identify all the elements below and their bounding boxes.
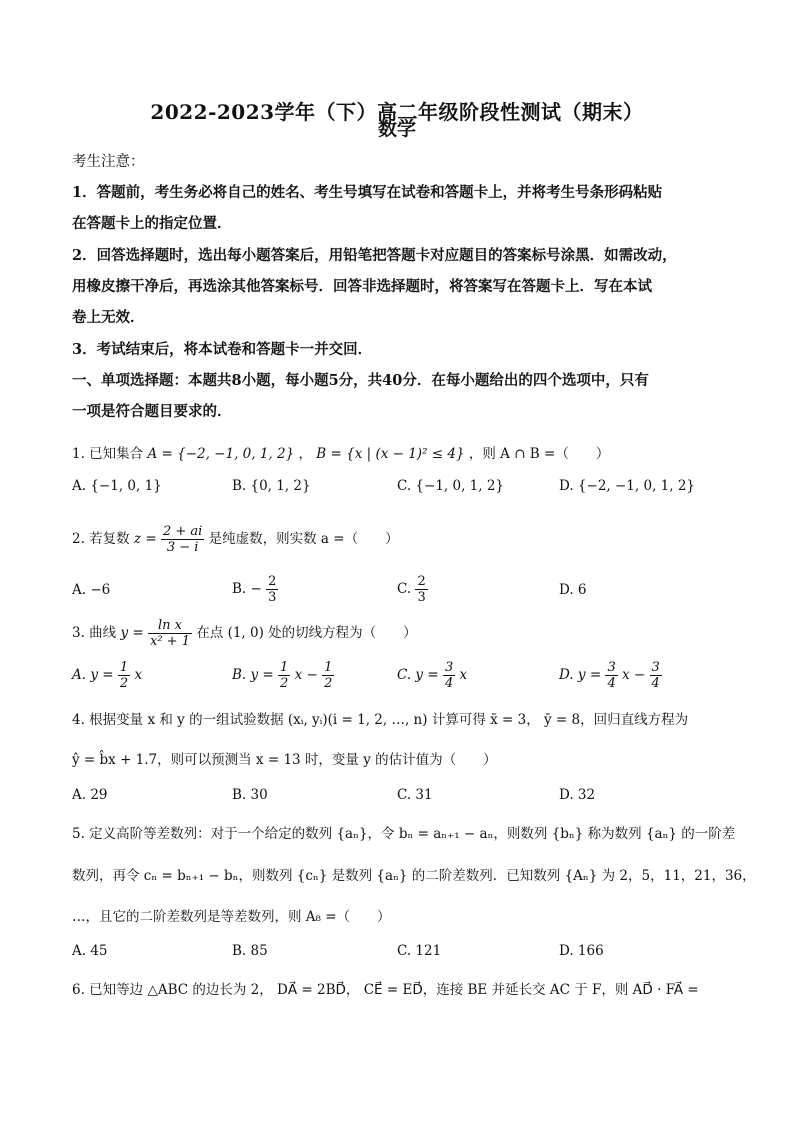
q3-d-num2: 3 <box>651 660 660 675</box>
exam-title: 2022-2023学年（下）高二年级阶段性测试（期末） <box>150 100 644 124</box>
notice-item2-line2: 用橡皮擦干净后，再选涂其他答案标号．回答非选择题时，将答案写在答题卡上．写在本试 <box>72 278 652 295</box>
q3-b-den1: 2 <box>280 676 289 691</box>
notice-heading: 考生注意： <box>72 154 145 170</box>
notice-item2-line3: 卷上无效． <box>72 309 145 326</box>
q3-fraction <box>148 618 192 649</box>
q3-d-mid: x − <box>622 667 646 683</box>
q3-a-num: 1 <box>119 660 129 675</box>
q1-option-a[interactable]: A. {−1, 0, 1} <box>72 478 162 494</box>
question-4-line1: 4. 根据变量 x 和 y 的一组试验数据 (xᵢ, yᵢ)(i = 1, 2, …, n) 计算可得 x̄ = 3， ȳ = 8，回归直线方程为 <box>72 712 689 728</box>
notice-item3: 3．考试结束后，将本试卷和答题卡一并交回． <box>72 341 373 358</box>
q1-option-b[interactable]: B. {0, 1, 2} <box>232 478 311 494</box>
q3-d-num1: 3 <box>607 660 616 675</box>
q3-stem-a: 3. 曲线 <box>72 625 117 641</box>
question-3-stem <box>72 618 732 649</box>
q2-frac-num: 2 + ai <box>162 524 203 539</box>
q2-option-c-frac <box>415 574 427 605</box>
q3-b-label: B. y = <box>232 667 274 683</box>
q3-d-den1: 4 <box>607 676 616 691</box>
q3-d-den2: 4 <box>651 676 660 691</box>
q5-option-d[interactable]: D. 166 <box>559 943 604 959</box>
q3-c-num: 3 <box>444 660 454 675</box>
question-4-line2: ŷ = b̂x + 1.7，则可以预测当 x = 13 时，变量 y 的估计值为（ ） <box>72 752 497 768</box>
q2-option-c[interactable] <box>397 574 428 605</box>
q3-frac-den: x² + 1 <box>150 634 190 649</box>
question-5-line3: …，且它的二阶差数列是等差数列，则 A₈ =（ ） <box>72 909 391 925</box>
q2-option-c-label: C. <box>397 581 412 597</box>
q3-b-num2: 1 <box>324 660 333 675</box>
q3-c-frac <box>443 660 455 691</box>
q2-c-den: 3 <box>417 590 426 605</box>
exam-subject: 数学 <box>377 118 416 140</box>
q3-option-b[interactable] <box>232 660 334 691</box>
q2-option-b-label: B. − <box>232 581 262 597</box>
q2-option-b-frac <box>266 574 278 605</box>
q3-b-frac2 <box>322 660 334 691</box>
q3-d-frac1 <box>605 660 617 691</box>
q1-set-b: B = {x | (x − 1)² ≤ 4} <box>316 446 465 462</box>
q3-option-c[interactable] <box>397 660 467 691</box>
q2-c-num: 2 <box>417 574 426 589</box>
q5-option-c[interactable]: C. 121 <box>397 943 442 959</box>
q2-option-b[interactable] <box>232 574 278 605</box>
q3-c-den: 4 <box>444 676 454 691</box>
q2-frac-den: 3 − i <box>166 540 199 555</box>
q3-a-frac <box>118 660 130 691</box>
q3-frac-num: ln x <box>148 618 192 634</box>
question-2-stem <box>72 524 732 555</box>
q3-b-mid: x − <box>294 667 318 683</box>
q5-option-b[interactable]: B. 85 <box>232 943 268 959</box>
q1-sep: ， <box>298 446 312 462</box>
q5-option-a[interactable]: A. 45 <box>72 943 108 959</box>
q3-a-tail: x <box>134 667 143 683</box>
q2-z-eq: z = <box>133 531 157 547</box>
q3-b-den2: 2 <box>324 676 333 691</box>
question-1-stem <box>72 442 732 462</box>
question-5-options <box>72 943 732 965</box>
q2-fraction <box>161 524 204 555</box>
question-4-options <box>72 787 732 809</box>
q3-a-den: 2 <box>119 676 129 691</box>
notice-item1-line1: 1．答题前，考生务必将自己的姓名、考生号填写在试卷和答题卡上，并将考生号条形码粘贴 <box>72 184 663 201</box>
question-5-line2: 数列，再令 cₙ = bₙ₊₁ − bₙ，则数列 {cₙ} 是数列 {aₙ} 的二阶差数列．已知数列 {Aₙ} 为 2，5，11，21，36， <box>72 868 756 884</box>
notice-item1-line2: 在答题卡上的指定位置． <box>72 215 232 232</box>
q1-set-a: A = {−2, −1, 0, 1, 2} <box>147 446 295 462</box>
question-5-line1: 5. 定义高阶等差数列：对于一个给定的数列 {aₙ}，令 bₙ = aₙ₊₁ − aₙ，则数列 {bₙ} 称为数列 {aₙ} 的一阶差 <box>72 826 736 842</box>
q3-stem-b: 在点 (1, 0) 处的切线方程为（ ） <box>196 625 417 641</box>
q1-option-d[interactable]: D. {−2, −1, 0, 1, 2} <box>559 478 696 494</box>
q1-stem-a: 1. 已知集合 <box>72 446 144 462</box>
q2-b-den: 3 <box>268 590 277 605</box>
q2-option-a[interactable]: A. −6 <box>72 582 111 598</box>
section1-instructions-line2: 一项是符合题目要求的． <box>72 403 232 420</box>
q3-c-label: C. y = <box>397 667 439 683</box>
q4-option-a[interactable]: A. 29 <box>72 787 108 803</box>
q2-stem-b: 是纯虚数，则实数 a =（ ） <box>208 531 399 547</box>
q3-d-frac2 <box>650 660 662 691</box>
question-6-line1: 6. 已知等边 △ABC 的边长为 2， DA⃗ = 2BD⃗， CE⃗ = ED⃗，连接 BE 并延长交 AC 于 F，则 AD⃗ · FA⃗ = <box>72 982 699 998</box>
q3-b-num1: 1 <box>280 660 289 675</box>
question-3-options <box>72 660 732 698</box>
notice-item2-line1: 2．回答选择题时，选出每小题答案后，用铅笔把答题卡对应题目的答案标号涂黑．如需改动， <box>72 247 677 264</box>
q3-option-a[interactable] <box>72 660 142 691</box>
q2-option-d[interactable]: D. 6 <box>559 582 587 598</box>
q3-a-label: A. y = <box>72 667 114 683</box>
q1-option-c[interactable]: C. {−1, 0, 1, 2} <box>397 478 505 494</box>
q4-option-d[interactable]: D. 32 <box>559 787 596 803</box>
q1-stem-b: ，则 A ∩ B =（ ） <box>468 446 610 462</box>
q2-stem-a: 2. 若复数 <box>72 531 130 547</box>
q3-b-frac1 <box>278 660 290 691</box>
q3-d-label: D. y = <box>559 667 602 683</box>
question-1-options <box>72 478 732 500</box>
q4-option-b[interactable]: B. 30 <box>232 787 268 803</box>
q3-option-d[interactable] <box>559 660 662 691</box>
q3-y-eq: y = <box>120 625 144 641</box>
q4-option-c[interactable]: C. 31 <box>397 787 433 803</box>
question-2-options <box>72 574 732 612</box>
section1-instructions-line1: 一、单项选择题：本题共8小题，每小题5分，共40分．在每小题给出的四个选项中，只有 <box>72 372 649 389</box>
q2-b-num: 2 <box>268 574 277 589</box>
q3-c-tail: x <box>459 667 468 683</box>
